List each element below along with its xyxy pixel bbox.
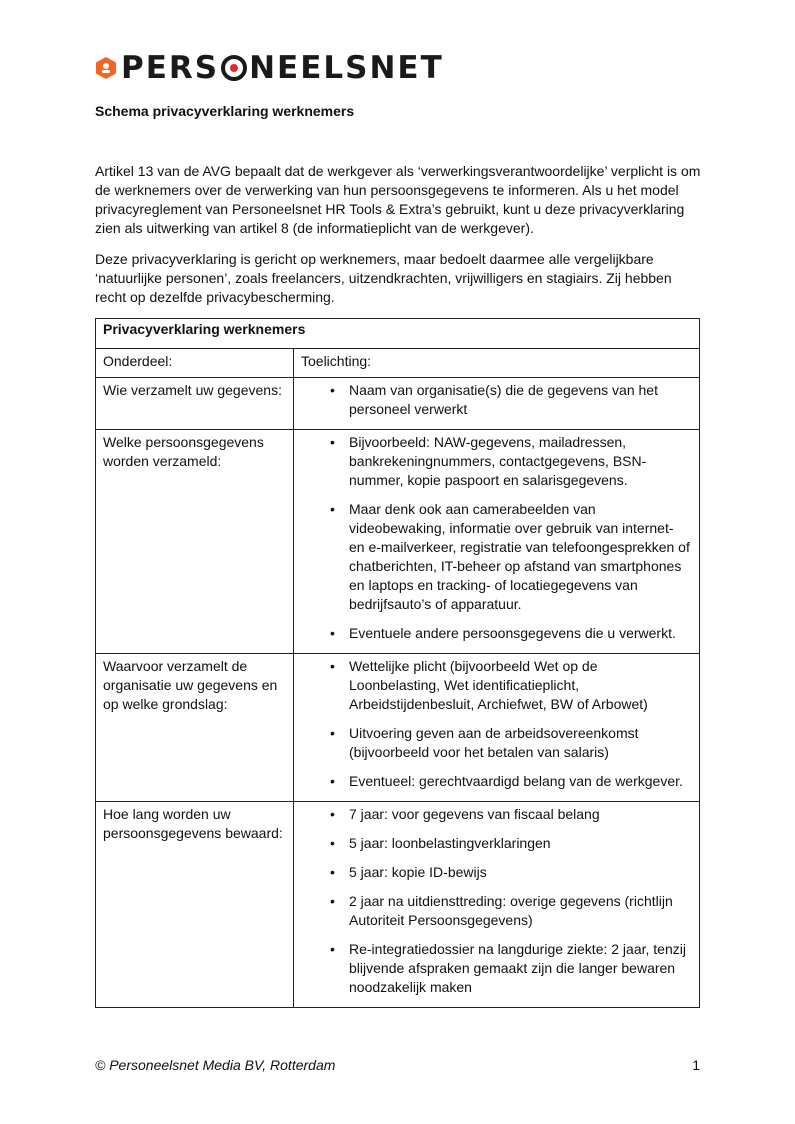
list-item: • Uitvoering geven aan de arbeidsovereenkomst (bijvoorbeeld voor het betalen van salaris) — [301, 724, 692, 762]
logo-text-left: PERS — [121, 50, 220, 86]
intro-paragraph-2: Deze privacyverklaring is gericht op werknemers, maar bedoelt daarmee alle vergelijkbare ‘natuurlijke personen’, zoals freelancers, uitzendkrachten, vrijwilligers en stagiairs. Zij hebben recht op dezelfde privacybescherming. — [95, 251, 672, 305]
list-item: • Eventueel: gerechtvaardigd belang van de werkgever. — [301, 772, 692, 791]
list-item: • Naam van organisatie(s) die de gegevens van het personeel verwerkt — [301, 381, 692, 419]
personeelsnet-logo — [95, 50, 444, 86]
list-item: • 7 jaar: voor gegevens van fiscaal belang — [301, 805, 692, 824]
row-label: Wie verzamelt uw gegevens: — [96, 378, 294, 430]
logo-o-target-icon — [221, 55, 247, 81]
row-label: Waarvoor verzamelt de organisatie uw gegevens en op welke grondslag: — [96, 654, 294, 802]
list-item: • Wettelijke plicht (bijvoorbeeld Wet op de Loonbelasting, Wet identificatieplicht, Arbeidstijdenbesluit, Archiefwet, BW of Arbowet) — [301, 657, 692, 714]
list-item: • 2 jaar na uitdiensttreding: overige gegevens (richtlijn Autoriteit Persoonsgegevens) — [301, 892, 692, 930]
bullet-list — [301, 805, 692, 997]
list-item: • 5 jaar: loonbelastingverklaringen — [301, 834, 692, 853]
row-label: Hoe lang worden uw persoonsgegevens bewaard: — [96, 802, 294, 1008]
list-item: • 5 jaar: kopie ID-bewijs — [301, 863, 692, 882]
footer-copyright: © Personeelsnet Media BV, Rotterdam — [95, 1057, 336, 1073]
bullet-list — [301, 381, 692, 419]
row-explanation — [294, 430, 700, 654]
logo-wordmark — [121, 50, 444, 86]
intro-paragraph-1: Artikel 13 van de AVG bepaalt dat de werkgever als ‘verwerkingsverantwoordelijke’ verplicht is om de werknemers over de verwerking van hun persoonsgegevens te informeren. Als u het model privacyreglement van Personeelsnet HR Tools & Extra’s gebruikt, kunt u deze privacyverklaring zien als uitwerking van artikel 8 (de informatieplicht van de werkgever). — [95, 163, 701, 236]
row-explanation — [294, 378, 700, 430]
row-explanation — [294, 654, 700, 802]
table-row — [96, 378, 700, 430]
table-header-row — [96, 349, 700, 378]
column-header-toelichting: Toelichting: — [294, 349, 700, 378]
list-item: • Bijvoorbeeld: NAW-gegevens, mailadressen, bankrekeningnummers, contactgegevens, BSN-nummer, kopie paspoort en salarisgegevens. — [301, 433, 692, 490]
list-item: • Re-integratiedossier na langdurige ziekte: 2 jaar, tenzij blijvende afspraken gemaakt zijn die langer bewaren noodzakelijk maken — [301, 940, 692, 997]
privacy-table — [95, 318, 700, 1008]
bullet-list — [301, 433, 692, 643]
hexagon-logo-icon — [95, 56, 117, 80]
table-row — [96, 430, 700, 654]
page-footer — [95, 1057, 700, 1073]
list-item: • Maar denk ook aan camerabeelden van videobewaking, informatie over gebruik van internet- en e-mailverkeer, registratie van telefoongesprekken of chatberichten, IT-beheer op afstand van smartphones en laptops en tracking- of locatiegegevens van bedrijfsauto’s of apparatuur. — [301, 500, 692, 614]
row-explanation — [294, 802, 700, 1008]
column-header-onderdeel: Onderdeel: — [96, 349, 294, 378]
table-title: Privacyverklaring werknemers — [96, 319, 700, 349]
table-row — [96, 802, 700, 1008]
table-title-row — [96, 319, 700, 349]
table-row — [96, 654, 700, 802]
row-label: Welke persoonsgegevens worden verzameld: — [96, 430, 294, 654]
list-item: • Eventuele andere persoonsgegevens die u verwerkt. — [301, 624, 692, 643]
document-title: Schema privacyverklaring werknemers — [95, 103, 355, 119]
page-number: 1 — [692, 1057, 700, 1073]
bullet-list — [301, 657, 692, 791]
logo-text-right: NEELSNET — [249, 50, 444, 86]
